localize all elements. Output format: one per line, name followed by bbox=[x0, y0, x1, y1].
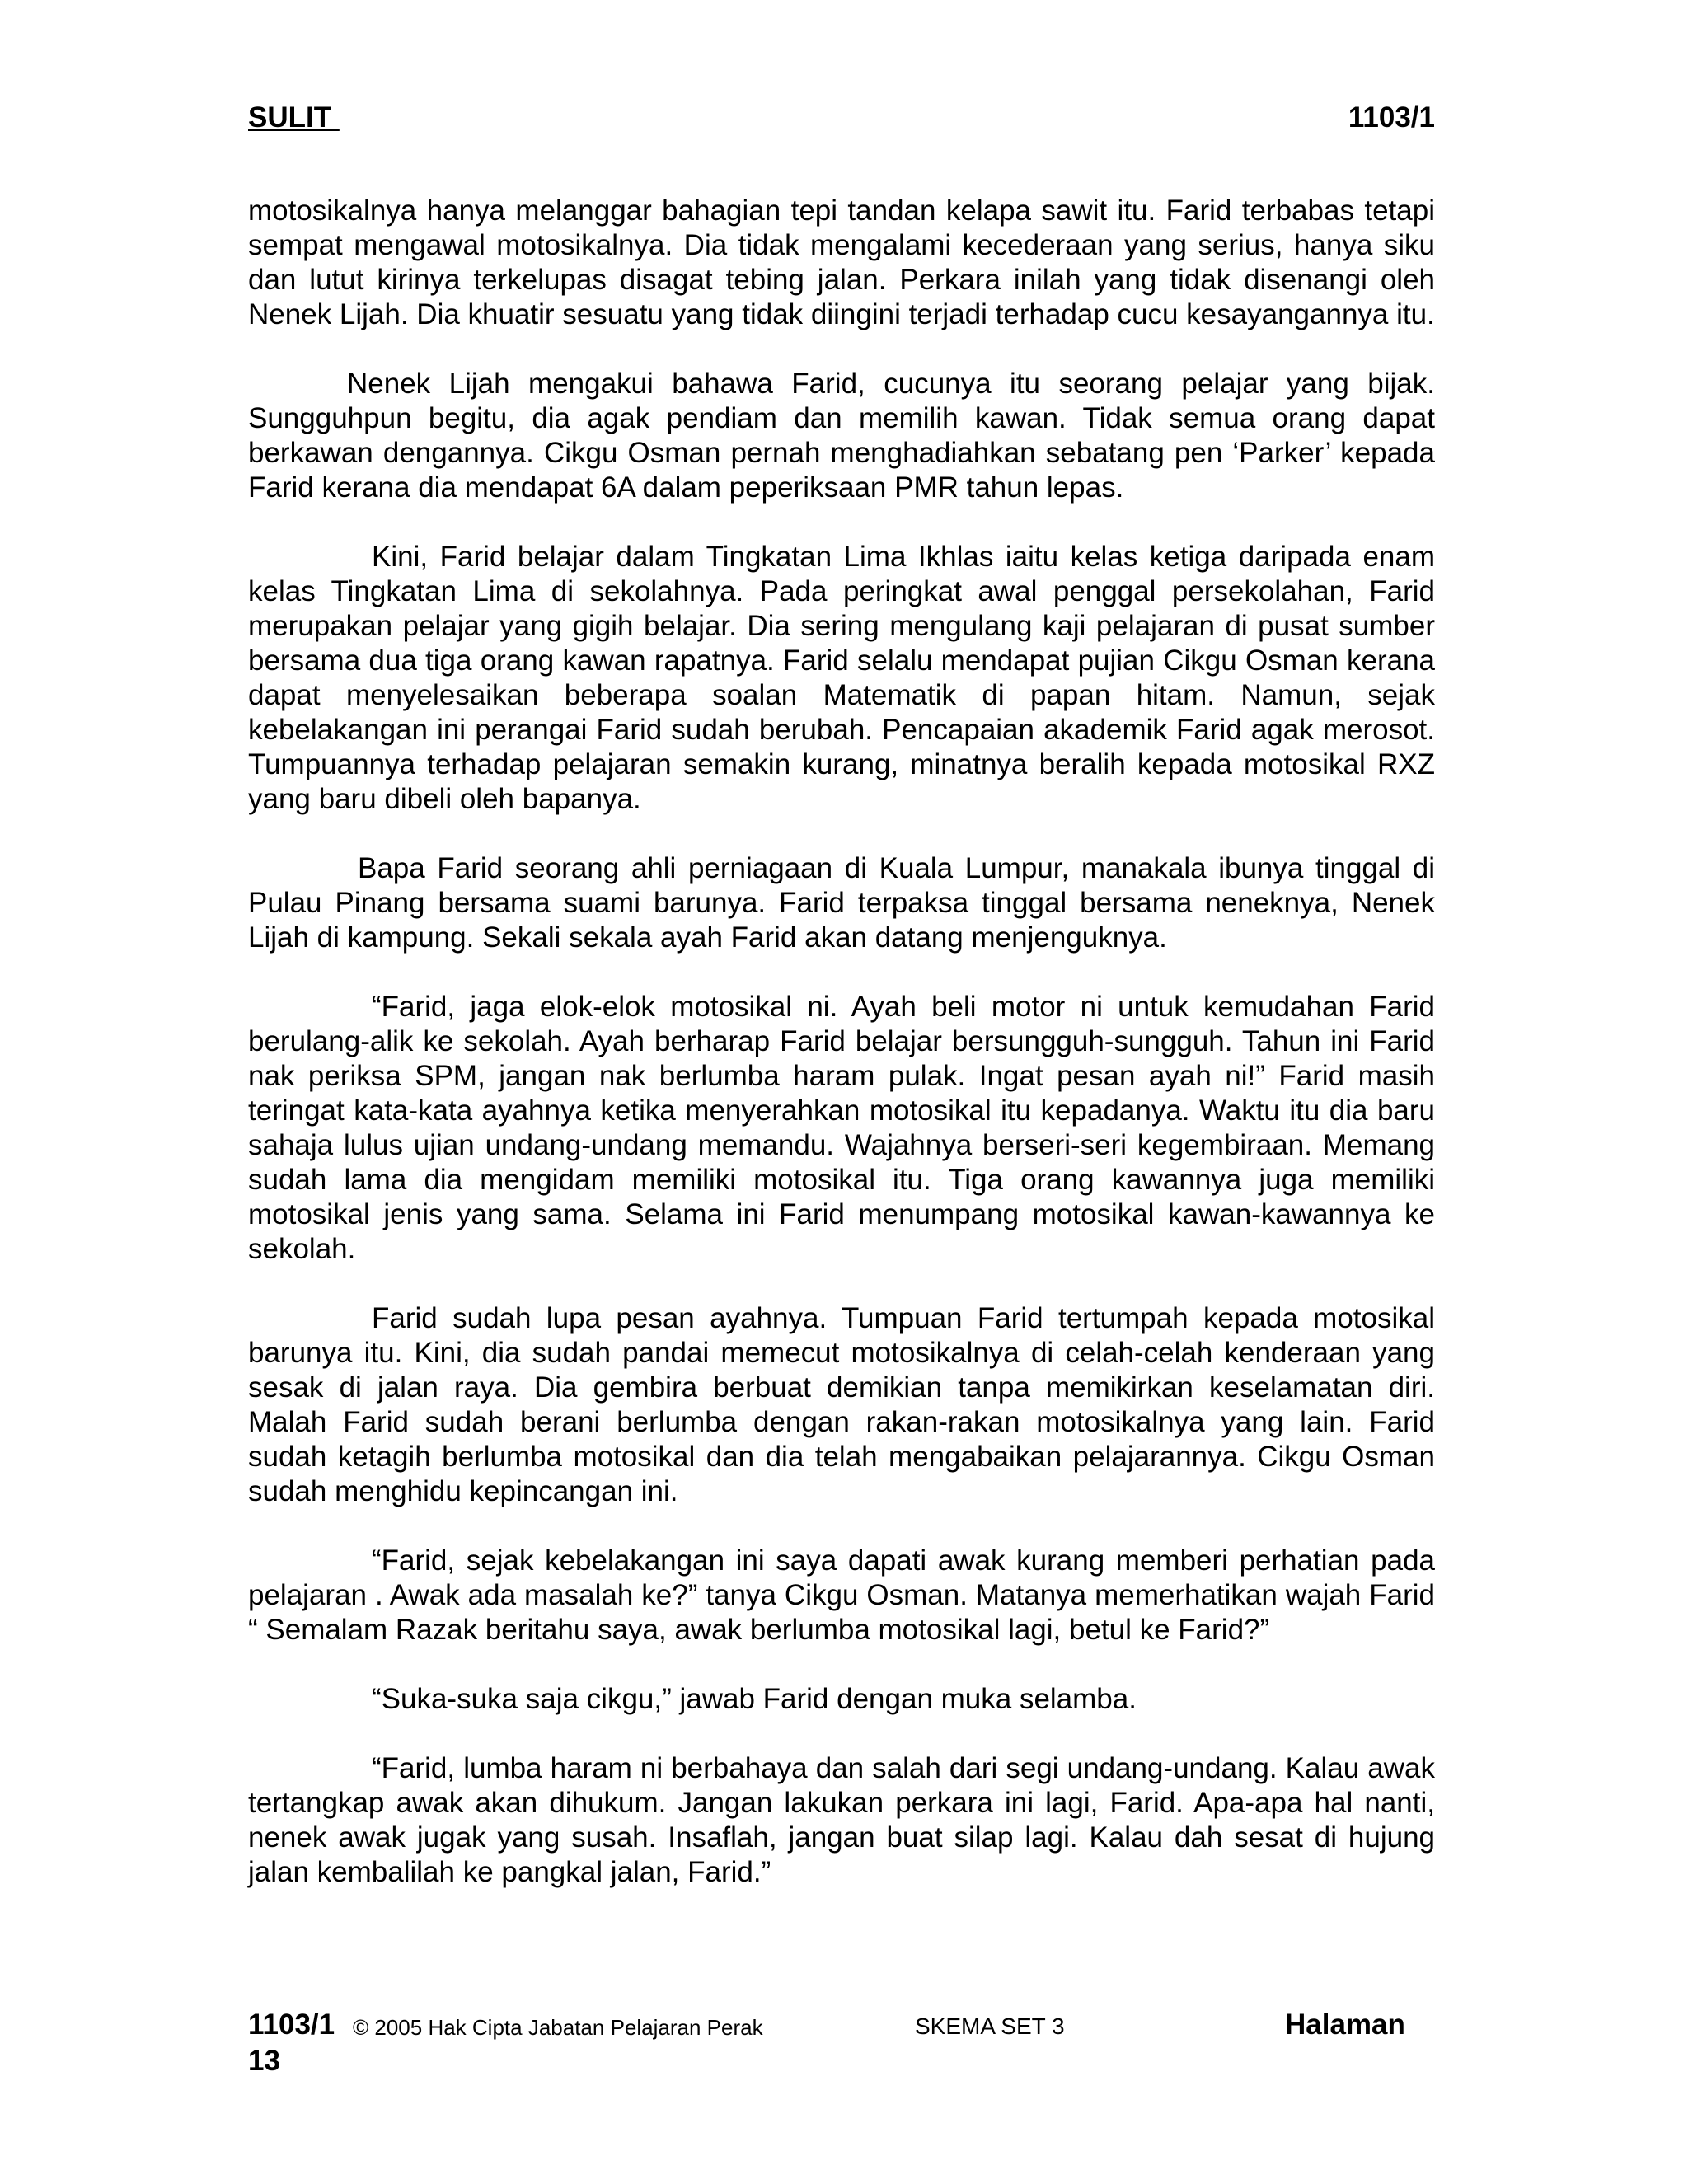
paper-code-header: 1103/1 bbox=[1348, 101, 1435, 134]
paragraph: “Farid, sejak kebelakangan ini saya dapati awak kurang memberi perhatian pada pelajaran . Awak ada masalah ke?” tanya Cikgu Osman. Matanya memerhatikan wajah Farid “ Semalam Razak beritahu saya, awak berlumba motosikal lagi, betul ke Farid?” bbox=[248, 1544, 1435, 1646]
classification-label: SULIT bbox=[248, 101, 340, 134]
page-label: Halaman bbox=[1285, 2008, 1405, 2041]
paragraph: “Suka-suka saja cikgu,” jawab Farid dengan muka selamba. bbox=[372, 1683, 1137, 1715]
paragraph: Nenek Lijah mengakui bahawa Farid, cucunya itu seorang pelajar yang bijak. Sungguhpun begitu, dia agak pendiam dan memilih kawan. Tidak semua orang dapat berkawan dengannya. Cikgu Osman pernah menghadiahkan sebatang pen ‘Parker’ kepada Farid kerana dia mendapat 6A dalam peperiksaan PMR tahun lepas. bbox=[248, 368, 1435, 504]
paragraph: Farid sudah lupa pesan ayahnya. Tumpuan Farid tertumpah kepada motosikal barunya itu. Kini, dia sudah pandai memecut motosikalnya di celah-celah kenderaan yang sesak di jalan raya. Dia gembira berbuat demikian tanpa memikirkan keselamatan diri. Malah Farid sudah berani berlumba dengan rakan-rakan motosikalnya yang lain. Farid sudah ketagih berlumba motosikal dan dia telah mengabaikan pelajarannya. Cikgu Osman sudah menghidu kepincangan ini. bbox=[248, 1302, 1435, 1507]
paragraph: “Farid, lumba haram ni berbahaya dan salah dari segi undang-undang. Kalau awak tertangkap awak akan dihukum. Jangan lakukan perkara ini lagi, Farid. Apa-apa hal nanti, nenek awak jugak yang susah. Insaflah, jangan buat silap lagi. Kalau dah sesat di hujung jalan kembalilah ke pangkal jalan, Farid.” bbox=[248, 1752, 1435, 1888]
copyright-notice: © 2005 Hak Cipta Jabatan Pelajaran Perak bbox=[353, 2015, 763, 2040]
paper-code-footer: 1103/1 bbox=[248, 2008, 335, 2041]
set-label: SKEMA SET 3 bbox=[915, 2013, 1065, 2039]
story-body bbox=[248, 194, 1435, 1890]
page-header bbox=[248, 97, 1435, 138]
page-number: 13 bbox=[248, 2045, 280, 2077]
paragraph: Bapa Farid seorang ahli perniagaan di Kuala Lumpur, manakala ibunya tinggal di Pulau Pinang bersama suami barunya. Farid terpaksa tinggal bersama neneknya, Nenek Lijah di kampung. Sekali sekala ayah Farid akan datang menjenguknya. bbox=[248, 852, 1435, 954]
paragraph: motosikalnya hanya melanggar bahagian tepi tandan kelapa sawit itu. Farid terbabas tetapi sempat mengawal motosikalnya. Dia tidak mengalami kecederaan yang serius, hanya siku dan lutut kirinya terkelupas disagat tebing jalan. Perkara inilah yang tidak disenangi oleh Nenek Lijah. Dia khuatir sesuatu yang tidak diingini terjadi terhadap cucu kesayangannya itu. bbox=[248, 194, 1435, 330]
page-footer bbox=[248, 2008, 1435, 2082]
paragraph: Kini, Farid belajar dalam Tingkatan Lima Ikhlas iaitu kelas ketiga daripada enam kelas Tingkatan Lima di sekolahnya. Pada peringkat awal penggal persekolahan, Farid merupakan pelajar yang gigih belajar. Dia sering mengulang kaji pelajaran di pusat sumber bersama dua tiga orang kawan rapatnya. Farid selalu mendapat pujian Cikgu Osman kerana dapat menyelesaikan beberapa soalan Matematik di papan hitam. Namun, sejak kebelakangan ini perangai Farid sudah berubah. Pencapaian akademik Farid agak merosot. Tumpuannya terhadap pelajaran semakin kurang, minatnya beralih kepada motosikal RXZ yang baru dibeli oleh bapanya. bbox=[248, 541, 1435, 815]
paragraph: “Farid, jaga elok-elok motosikal ni. Ayah beli motor ni untuk kemudahan Farid berulang-alik ke sekolah. Ayah berharap Farid belajar bersungguh-sungguh. Tahun ini Farid nak periksa SPM, jangan nak berlumba haram pulak. Ingat pesan ayah ni!” Farid masih teringat kata-kata ayahnya ketika menyerahkan motosikal itu kepadanya. Waktu itu dia baru sahaja lulus ujian undang-undang memandu. Wajahnya berseri-seri kegembiraan. Memang sudah lama dia mengidam memiliki motosikal itu. Tiga orang kawannya juga memiliki motosikal jenis yang sama. Selama ini Farid menumpang motosikal kawan-kawannya ke sekolah. bbox=[248, 991, 1435, 1265]
